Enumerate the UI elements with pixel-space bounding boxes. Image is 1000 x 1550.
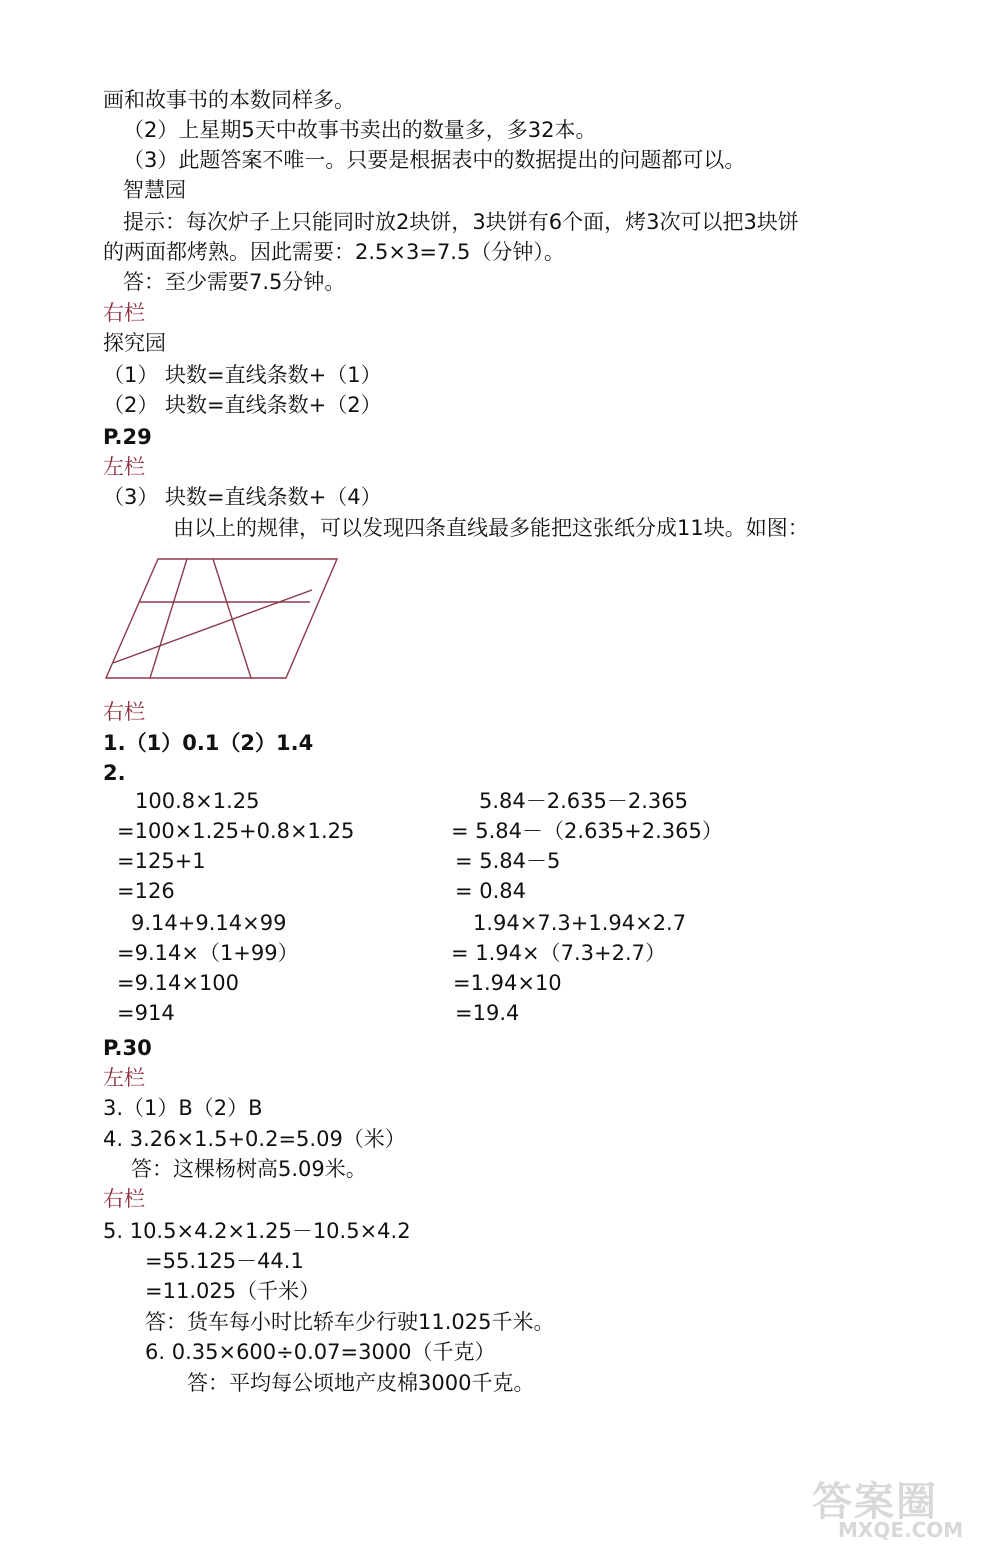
heading-tanjiuyuan: 探究园 (103, 331, 166, 355)
watermark-logo: 答案圈 (812, 1479, 938, 1525)
answer-q4: 4. 3.26×1.5+0.2=5.09（米） (103, 1127, 406, 1151)
answer-q5-step1: =55.125－44.1 (145, 1249, 304, 1273)
line-rule-1: （1） 块数=直线条数+（1） (103, 363, 382, 387)
calc-right-6: = 1.94×（7.3+2.7） (451, 941, 667, 965)
calc-left-8: =914 (117, 1001, 175, 1025)
line-answer-1: 答：至少需要7.5分钟。 (123, 270, 346, 294)
answer-q2-label: 2. (103, 761, 126, 785)
watermark-url: MXQE.COM (838, 1518, 964, 1542)
division-line-1 (150, 559, 187, 678)
division-line-4 (113, 590, 312, 663)
calc-left-1: 100.8×1.25 (135, 789, 260, 813)
calc-right-3: = 5.84－5 (455, 849, 561, 873)
page-label-p29: P.29 (103, 425, 152, 449)
answer-q6: 6. 0.35×600÷0.07=3000（千克） (145, 1340, 496, 1364)
section-right-column-3: 右栏 (103, 1187, 145, 1211)
line-rule-2: （2） 块数=直线条数+（2） (103, 393, 382, 417)
answer-q4-reply: 答：这棵杨树高5.09米。 (131, 1157, 367, 1181)
calc-right-8: =19.4 (455, 1001, 520, 1025)
calc-left-6: =9.14×（1+99） (117, 941, 299, 965)
parallelogram-figure (100, 550, 350, 685)
calc-left-3: =125+1 (117, 849, 206, 873)
section-right-column-2: 右栏 (103, 700, 145, 724)
line-1: 画和故事书的本数同样多。 (103, 88, 355, 112)
line-2: （2）上星期5天中故事书卖出的数量多，多32本。 (123, 118, 597, 142)
answer-q1: 1.（1）0.1（2）1.4 (103, 731, 314, 755)
line-3: （3）此题答案不唯一。只要是根据表中的数据提出的问题都可以。 (123, 148, 746, 172)
calc-left-7: =9.14×100 (117, 971, 240, 995)
calc-right-5: 1.94×7.3+1.94×2.7 (473, 911, 687, 935)
calc-left-4: =126 (117, 879, 175, 903)
answer-q3: 3.（1）B（2）B (103, 1096, 263, 1120)
heading-zhihuiyuan: 智慧园 (123, 178, 186, 202)
calc-left-2: =100×1.25+0.8×1.25 (117, 819, 355, 843)
calc-right-1: 5.84－2.635－2.365 (479, 789, 688, 813)
calc-right-4: = 0.84 (455, 879, 527, 903)
line-conclusion: 由以上的规律，可以发现四条直线最多能把这张纸分成11块。如图： (173, 516, 809, 540)
section-left-column-2: 左栏 (103, 1066, 145, 1090)
line-rule-3: （3） 块数=直线条数+（4） (103, 485, 382, 509)
calc-left-5: 9.14+9.14×99 (131, 911, 287, 935)
calc-right-2: = 5.84－（2.635+2.365） (451, 819, 723, 843)
answer-q5: 5. 10.5×4.2×1.25－10.5×4.2 (103, 1219, 411, 1243)
line-hint: 提示：每次炉子上只能同时放2块饼，3块饼有6个面，烤3次可以把3块饼 (123, 210, 799, 234)
line-hint-cont: 的两面都烤熟。因此需要：2.5×3=7.5（分钟）。 (103, 240, 565, 264)
section-right-column: 右栏 (103, 301, 145, 325)
section-left-column: 左栏 (103, 455, 145, 479)
answer-q5-reply: 答：货车每小时比轿车少行驶11.025千米。 (145, 1310, 555, 1334)
page-label-p30: P.30 (103, 1036, 152, 1060)
calc-right-7: =1.94×10 (453, 971, 562, 995)
answer-q5-step2: =11.025（千米） (145, 1279, 321, 1303)
answer-q6-reply: 答：平均每公顷地产皮棉3000千克。 (187, 1371, 535, 1395)
division-line-2 (213, 559, 251, 678)
parallelogram-outline (106, 559, 337, 678)
